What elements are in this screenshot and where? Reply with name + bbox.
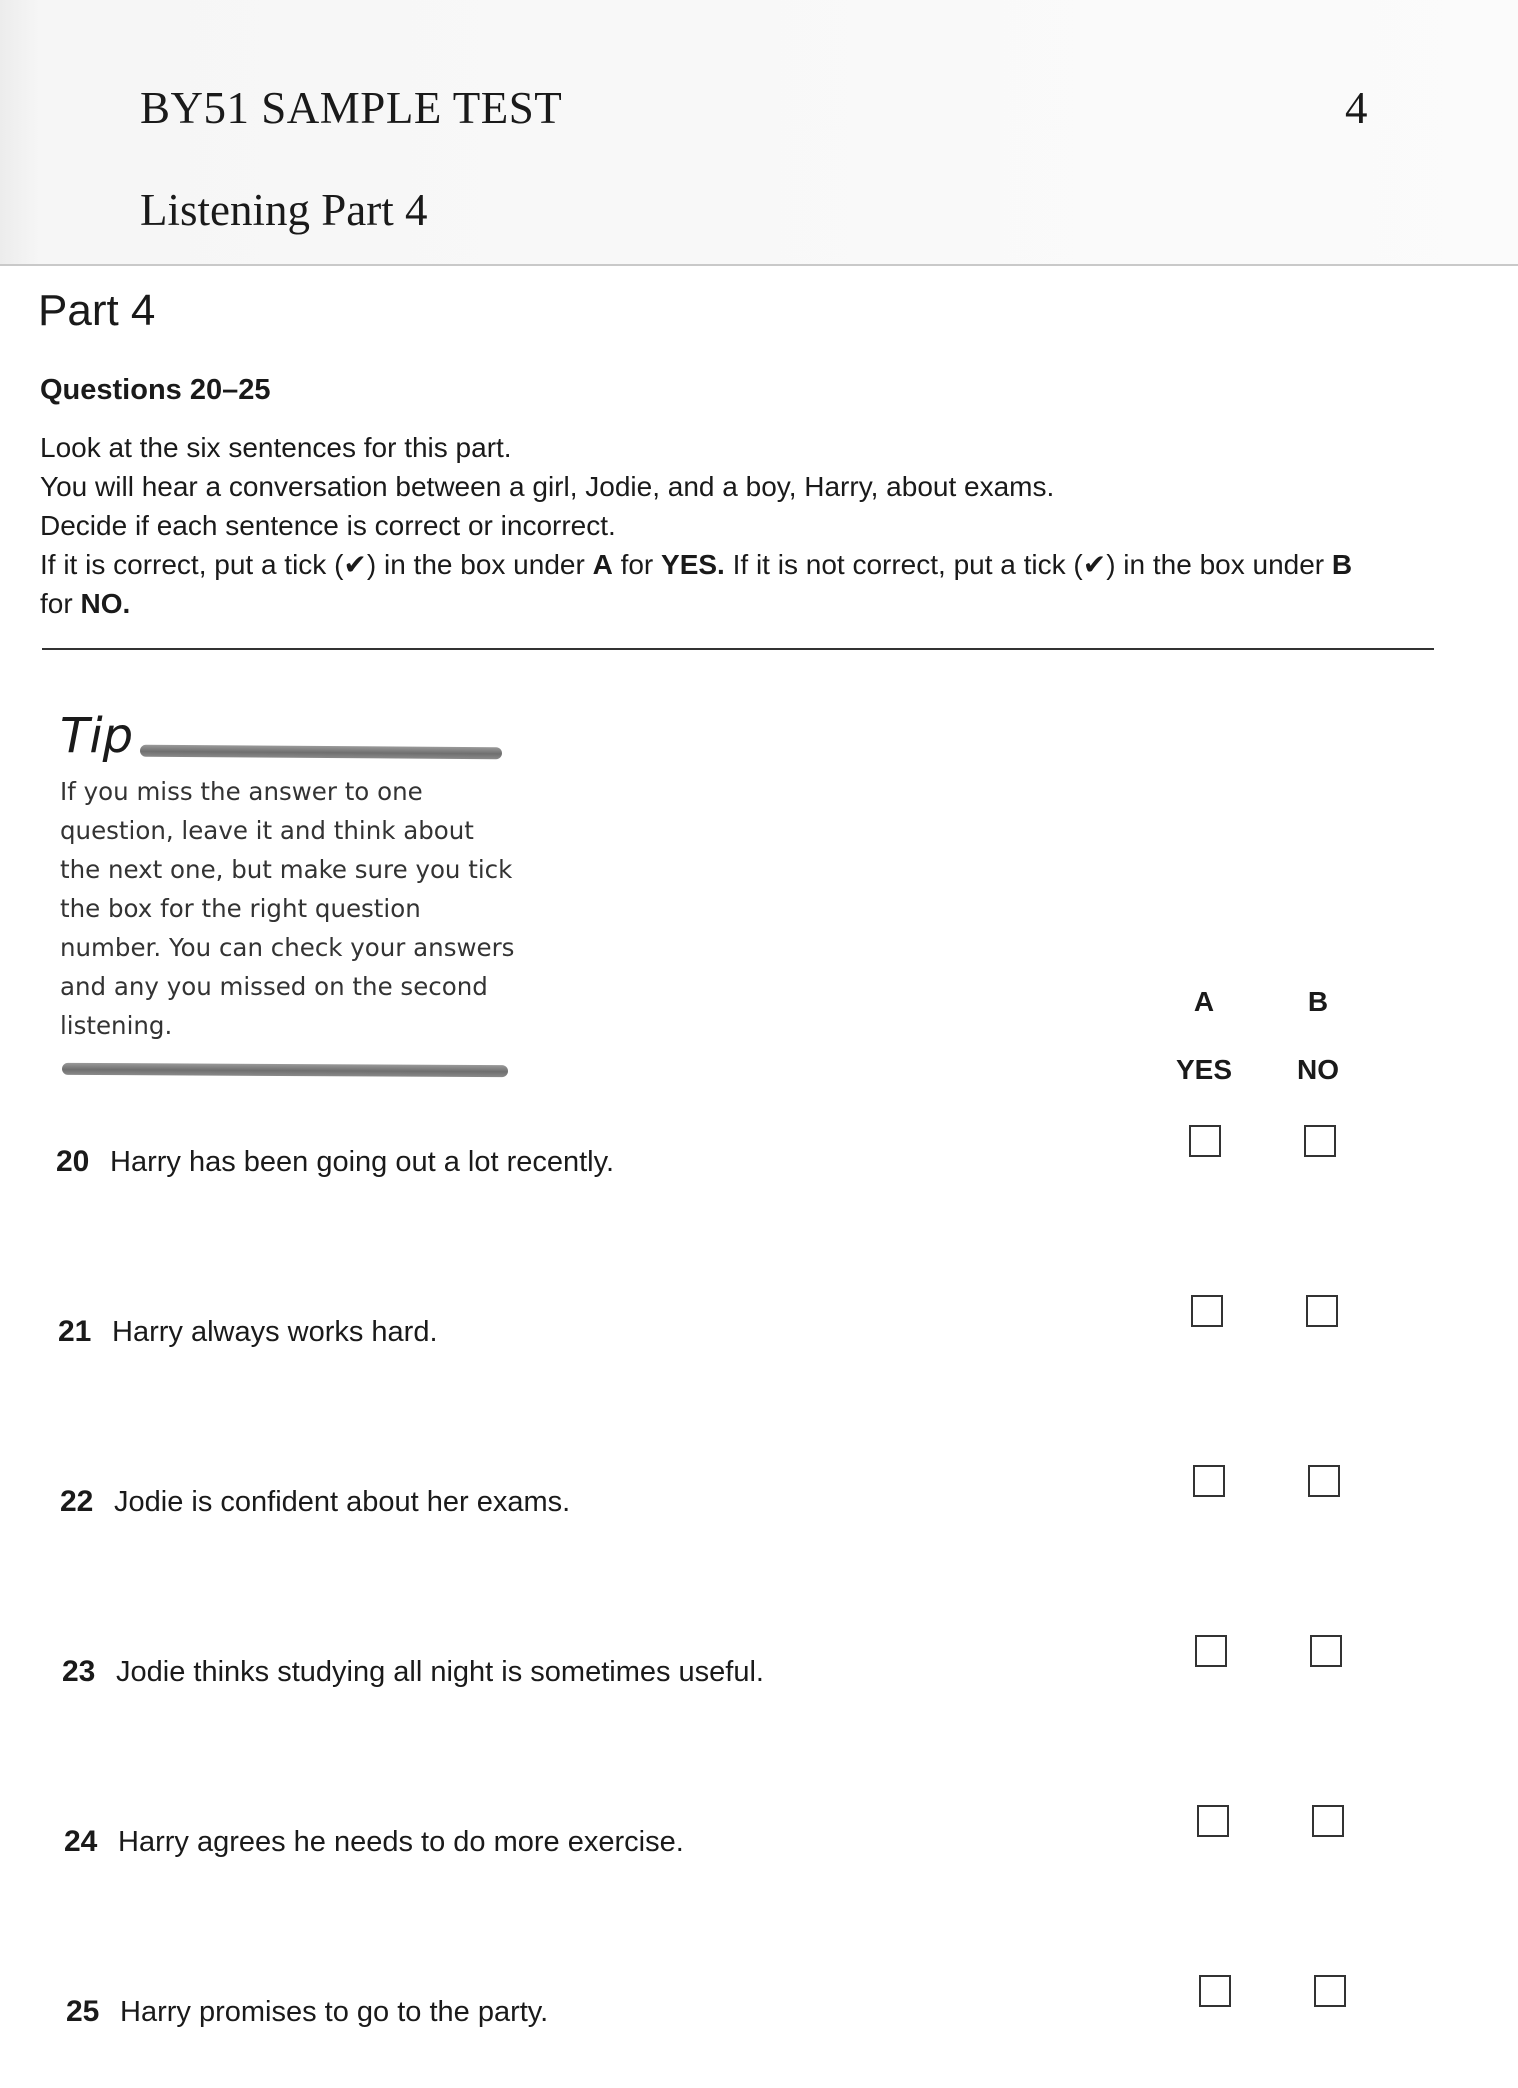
- tip-brush-stroke: [62, 1063, 508, 1077]
- column-a-yes: YES: [1175, 1054, 1233, 1085]
- tip-label: Tip: [60, 708, 134, 764]
- answer-a-checkbox[interactable]: [1199, 1975, 1231, 2007]
- instruction-text: If it is not correct, put a tick (✔) in the box under: [724, 549, 1332, 580]
- section-subtitle: Listening Part 4: [140, 185, 428, 235]
- divider: [42, 648, 1434, 650]
- question-text: Harry always works hard.: [112, 1316, 438, 1348]
- question-row: [0, 1825, 1518, 1885]
- column-b-no: NO: [1297, 1054, 1339, 1085]
- instruction-line-tick: [40, 545, 1380, 623]
- question-number: 23: [62, 1655, 96, 1688]
- column-a-letter: A: [1193, 986, 1215, 1017]
- instruction-text: If it is correct, put a tick (✔) in the box under: [40, 549, 593, 580]
- instruction-line: Decide if each sentence is correct or incorrect.: [40, 510, 616, 541]
- instructions: [40, 428, 1380, 623]
- question-text: Harry promises to go to the party.: [120, 1996, 549, 2028]
- question-row: [0, 1995, 1518, 2055]
- question-number: 20: [56, 1145, 90, 1178]
- answer-b-checkbox[interactable]: [1308, 1465, 1340, 1497]
- answer-b-checkbox[interactable]: [1304, 1125, 1336, 1157]
- question-text: Harry has been going out a lot recently.: [110, 1146, 615, 1178]
- question-row: [0, 1485, 1518, 1545]
- tip-brush-stroke: [140, 745, 502, 760]
- question-number: 25: [66, 1995, 100, 2028]
- instruction-emphasis: A: [592, 549, 613, 580]
- question-number: 22: [60, 1485, 94, 1518]
- question-row: [0, 1145, 1518, 1205]
- answer-b-checkbox[interactable]: [1310, 1635, 1342, 1667]
- question-number: 21: [58, 1315, 92, 1348]
- column-b-letter: B: [1307, 986, 1329, 1017]
- answer-a-checkbox[interactable]: [1189, 1125, 1221, 1157]
- question-number: 24: [64, 1825, 98, 1858]
- instruction-emphasis: B: [1331, 549, 1353, 580]
- answer-b-checkbox[interactable]: [1314, 1975, 1346, 2007]
- answer-a-checkbox[interactable]: [1195, 1635, 1227, 1667]
- instruction-line: You will hear a conversation between a girl, Jodie, and a boy, Harry, about exams.: [40, 471, 1055, 502]
- questions-range: Questions 20–25: [40, 374, 271, 406]
- question-text: Harry agrees he needs to do more exercise.: [118, 1826, 684, 1858]
- page-number: 4: [1345, 83, 1368, 133]
- answer-a-checkbox[interactable]: [1193, 1465, 1225, 1497]
- instruction-emphasis: YES.: [661, 549, 725, 580]
- answer-a-checkbox[interactable]: [1197, 1805, 1229, 1837]
- tip-text: If you miss the answer to one question, leave it and think about the next one, but make sure you tick the box for the right question number. You can check your answers and any you missed on the second listening.: [60, 777, 515, 1040]
- answer-b-checkbox[interactable]: [1306, 1295, 1338, 1327]
- instruction-text: for: [612, 549, 662, 580]
- answer-b-checkbox[interactable]: [1312, 1805, 1344, 1837]
- part-heading: Part 4: [38, 286, 156, 335]
- test-title: BY51 SAMPLE TEST: [140, 83, 563, 133]
- question-row: [0, 1315, 1518, 1375]
- page-header: [0, 0, 1518, 266]
- instruction-emphasis: NO.: [80, 588, 131, 619]
- question-row: [0, 1655, 1518, 1715]
- instruction-text: for: [40, 588, 81, 619]
- answer-a-checkbox[interactable]: [1191, 1295, 1223, 1327]
- instruction-line: Look at the six sentences for this part.: [40, 432, 512, 463]
- question-text: Jodie is confident about her exams.: [114, 1486, 571, 1518]
- question-text: Jodie thinks studying all night is sometimes useful.: [116, 1656, 764, 1688]
